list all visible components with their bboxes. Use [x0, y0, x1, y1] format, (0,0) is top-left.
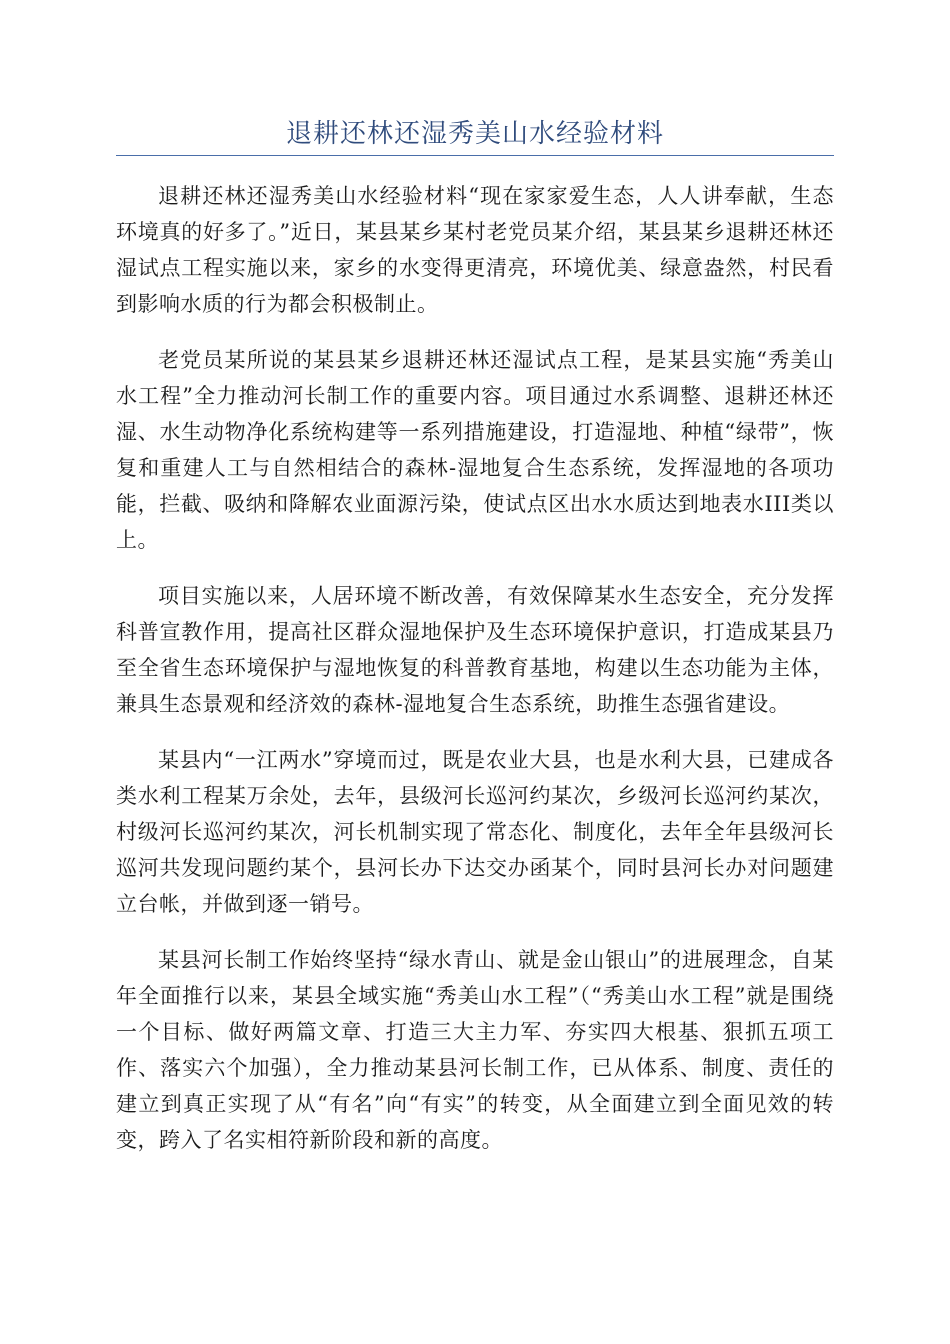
document-title: 退耕还林还湿秀美山水经验材料 [285, 119, 664, 149]
title-underline [116, 155, 834, 156]
paragraph: 老党员某所说的某县某乡退耕还林还湿试点工程，是某县实施“秀美山水工程”全力推动河长制工作的重要内容。项目通过水系调整、退耕还林还湿、水生动物净化系统构建等一系列措施建设，打造湿地、种植“绿带”，恢复和重建人工与自然相结合的森林-湿地复合生态系统，发挥湿地的各项功能，拦截、吸纳和降解农业面源污染，使试点区出水水质达到地表水III类以上。 [116, 348, 834, 552]
paragraph: 某县内“一江两水”穿境而过，既是农业大县，也是水利大县，已建成各类水利工程某万余处，去年，县级河长巡河约某次，乡级河长巡河约某次，村级河长巡河约某次，河长机制实现了常态化、制度化，去年全年县级河长巡河共发现问题约某个，县河长办下达交办函某个，同时县河长办对问题建立台帐，并做到逐一销号。 [116, 748, 834, 916]
paragraph: 某县河长制工作始终坚持“绿水青山、就是金山银山”的进展理念，自某年全面推行以来，某县全域实施“秀美山水工程”（“秀美山水工程”就是围绕一个目标、做好两篇文章、打造三大主力军、夯实四大根基、狠抓五项工作、落实六个加强），全力推动某县河长制工作，已从体系、制度、责任的建立到真正实现了从“有名”向“有实”的转变，从全面建立到全面见效的转变，跨入了名实相符新阶段和新的高度。 [116, 948, 834, 1152]
document-body [116, 178, 834, 1178]
paragraph: 项目实施以来，人居环境不断改善，有效保障某水生态安全，充分发挥科普宣教作用，提高社区群众湿地保护及生态环境保护意识，打造成某县乃至全省生态环境保护与湿地恢复的科普教育基地，构建以生态功能为主体，兼具生态景观和经济效的森林-湿地复合生态系统，助推生态强省建设。 [116, 584, 834, 716]
paragraph: 退耕还林还湿秀美山水经验材料“现在家家爱生态，人人讲奉献，生态环境真的好多了。”近日，某县某乡某村老党员某介绍，某县某乡退耕还林还湿试点工程实施以来，家乡的水变得更清亮，环境优美、绿意盎然，村民看到影响水质的行为都会积极制止。 [116, 184, 834, 316]
